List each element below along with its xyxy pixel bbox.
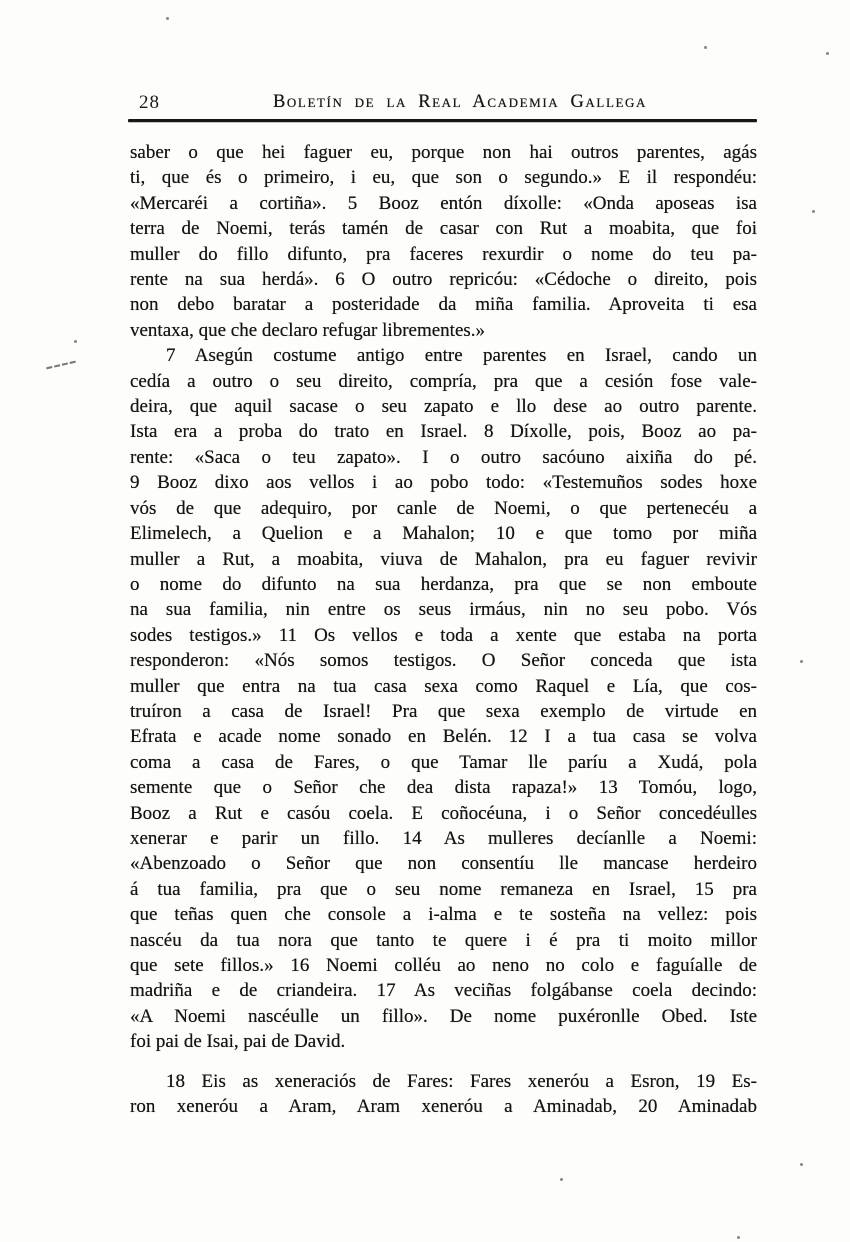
text-line: xenerar e parir un fillo. 14 As mulleres decíanlle a Noemi:: [130, 827, 757, 849]
text-line: na sua familia, nin entre os seus irmáus, nin no seu pobo. Vós: [130, 599, 757, 621]
running-header: [0, 0, 850, 130]
text-line: muller que entra na tua casa sexa como Raquel e Lía, que cos-: [130, 675, 757, 697]
text-line: deira, que aquil sacase o seu zapato e llo dese ao outro parente.: [130, 396, 757, 418]
text-line: responderon: «Nós somos testigos. O Señor conceda que ista: [130, 650, 757, 672]
text-line: á tua familia, pra que o seu nome remaneza en Israel, 15 pra: [130, 878, 757, 900]
scan-speckle: [704, 46, 707, 49]
text-line: ron xeneróu a Aram, Aram xeneróu a Aminadab, 20 Aminadab: [130, 1096, 757, 1118]
text-line: foi pai de Isai, pai de David.: [130, 1031, 346, 1053]
scan-speckle: [166, 17, 169, 20]
text-line: que sete fillos.» 16 Noemi colléu ao neno no colo e faguíalle de: [130, 955, 757, 976]
text-line: coma a casa de Fares, o que Tamar lle paríu a Xudá, pola: [130, 751, 757, 773]
text-line: nascéu da tua nora que tanto te quere i é pra ti moito millor: [130, 929, 757, 951]
text-line: non debo baratar a posteridade da miña familia. Aproveita ti esa: [130, 294, 757, 316]
text-line: Elimelech, a Quelion e a Mahalon; 10 e que tomo por miña: [130, 523, 757, 545]
text-line: o nome do difunto na sua herdanza, pra que se non emboute: [130, 573, 757, 595]
paragraph-1: [130, 140, 757, 343]
text-line: Booz a Rut e casóu coela. E coñocéuna, i o Señor concedéulles: [130, 802, 757, 824]
text-line: terra de Noemi, terás tamén de casar con Rut a moabita, que foi: [130, 218, 757, 240]
text-line: ti, que és o primeiro, i eu, que son o segundo.» E il respondéu:: [130, 167, 757, 189]
paragraph-2: [130, 343, 757, 1054]
text-line: madriña e de criandeira. 17 As veciñas folgábanse coela decindo:: [130, 980, 757, 1002]
text-line: cedía a outro o seu direito, compría, pra que a cesión fose vale-: [130, 370, 757, 392]
pencil-margin-mark: [46, 361, 76, 370]
text-line: 7 Asegún costume antigo entre parentes en Israel, cando un: [166, 345, 757, 367]
text-line: muller do fillo difunto, pra faceres rexurdir o nome do teu pa-: [130, 243, 757, 265]
scan-speckle: [812, 210, 815, 213]
text-line: muller a Rut, a moabita, viuva de Mahalon, pra eu faguer revivir: [130, 548, 757, 570]
scan-speckle: [800, 1163, 803, 1166]
scan-speckle: [826, 52, 829, 55]
text-line: Efrata e acade nome sonado en Belén. 12 I a tua casa se volva: [130, 726, 757, 748]
text-line: «Mercaréi a cortiña». 5 Booz entón díxolle: «Onda aposeas isa: [130, 192, 757, 214]
text-line: truíron a casa de Israel! Pra que sexa exemplo de virtude en: [130, 700, 757, 722]
text-line: sodes testigos.» 11 Os vellos e toda a xente que estaba na porta: [130, 624, 757, 646]
text-line: 9 Booz dixo aos vellos i ao pobo todo: «Testemuños sodes hoxe: [130, 472, 757, 494]
text-block: [130, 140, 757, 1119]
text-line: «A Noemi nascéulle un fillo». De nome puxéronlle Obed. Iste: [130, 1005, 757, 1027]
text-line: Ista era a proba do trato en Israel. 8 Díxolle, pois, Booz ao pa-: [130, 421, 757, 443]
text-line: que teñas quen che console a i-alma e te sosteña na vellez: pois: [130, 904, 757, 926]
scan-speckle: [74, 340, 77, 343]
paragraph-3: [130, 1069, 757, 1120]
scan-speckle: [737, 1236, 740, 1239]
running-header-title: Boletín de la Real Academia Gallega: [272, 92, 648, 112]
text-line: semente que o Señor che dea dista rapaza!» 13 Tomóu, logo,: [130, 777, 757, 799]
text-line: «Abenzoado o Señor que non consentíu lle mancase herdeiro: [130, 853, 757, 875]
text-line: saber o que hei faguer eu, porque non hai outros parentes, agás: [130, 142, 757, 163]
header-rule: [128, 119, 757, 122]
text-line: ventaxa, que che declaro refugar librementes.»: [130, 319, 486, 341]
scan-speckle: [560, 1178, 563, 1181]
page-number: 28: [139, 92, 160, 113]
text-line: 18 Eis as xeneraciós de Fares: Fares xeneróu a Esron, 19 Es-: [166, 1070, 757, 1092]
text-line: vós de que adequiro, por canle de Noemi, o que pertenecéu a: [130, 497, 757, 519]
text-line: rente: «Saca o teu zapato». I o outro sacóuno aixiña do pé.: [130, 446, 757, 468]
text-line: rente na sua herdá». 6 O outro repricóu: «Cédoche o direito, pois: [130, 269, 757, 291]
scan-speckle: [800, 660, 803, 663]
